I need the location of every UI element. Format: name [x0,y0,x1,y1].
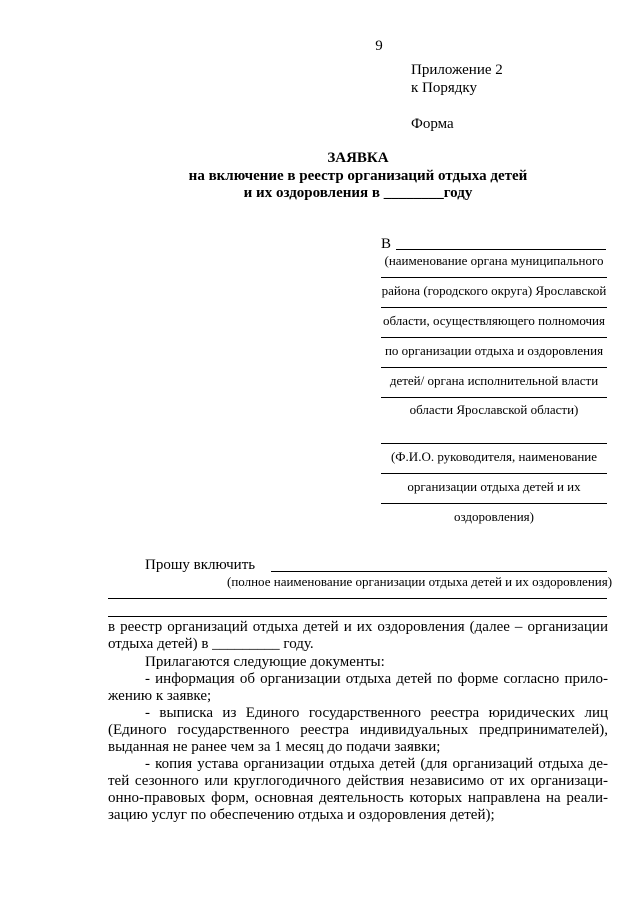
documents-line-9: зацию услуг по обеспечению отдыха и оздоровления детей); [108,807,495,823]
addressee-line-2 [381,277,607,278]
sender-hint-1: (Ф.И.О. руководителя, наименование [390,449,598,464]
document-subtitle-line-1: на включение в реестр организаций отдыха детей [188,168,528,184]
request-extra-line-1 [108,598,607,599]
sender-hint-2: организации отдыха детей и их [407,479,581,494]
appendix-number: Приложение 2 [411,62,503,78]
addressee-line-3 [381,307,607,308]
request-hint: (полное наименование организации отдыха детей и их оздоровления) [227,574,613,589]
request-extra-line-2 [108,616,607,617]
addressee-fill-line [396,249,606,250]
addressee-line-6 [381,397,607,398]
document-title: ЗАЯВКА [327,150,389,166]
request-text-line-1: в реестр организаций отдыха детей и их оздоровления (далее – организации [108,619,608,635]
documents-line-5: выданная не ранее чем за 1 месяц до подачи заявки; [108,739,441,755]
addressee-line-4 [381,337,607,338]
form-label: Форма [411,116,454,132]
documents-line-2: жению к заявке; [108,688,212,704]
request-text-line-2: отдыха детей) в _________ году. [108,636,314,652]
addressee-hint-2: района (городского округа) Ярославской [381,283,607,298]
request-label: Прошу включить [145,557,256,573]
documents-line-3: - выписка из Единого государственного реестра юридических лиц [145,705,608,721]
addressee-hint-6: области Ярославской области) [409,402,579,417]
sender-line-3 [381,503,607,504]
documents-intro: Прилагаются следующие документы: [145,654,385,670]
addressee-hint-5: детей/ органа исполнительной власти [389,373,599,388]
documents-line-4: (Единого государственного реестра индивидуальных предпринимателей), [108,722,608,738]
appendix-reference: к Порядку [411,80,477,96]
page-number: 9 [375,38,383,54]
documents-line-7: тей сезонного или круглогодичного действия независимо от их организаци- [108,773,608,789]
documents-line-8: онно-правовых форм, основная деятельность которых направлена на реали- [108,790,608,806]
documents-line-6: - копия устава организации отдыха детей (для организаций отдыха де- [145,756,608,772]
document-subtitle-line-2: и их оздоровления в ________году [243,185,473,201]
documents-line-1: - информация об организации отдыха детей по форме согласно прило- [145,671,608,687]
request-name-line [271,571,607,572]
addressee-hint-4: по организации отдыха и оздоровления [384,343,604,358]
addressee-line-5 [381,367,607,368]
sender-line-1 [381,443,607,444]
addressee-prefix: В [381,236,392,252]
sender-hint-3: оздоровления) [454,509,534,524]
addressee-hint-3: области, осуществляющего полномочия [383,313,605,328]
sender-line-2 [381,473,607,474]
addressee-hint-1: (наименование органа муниципального [384,253,604,268]
